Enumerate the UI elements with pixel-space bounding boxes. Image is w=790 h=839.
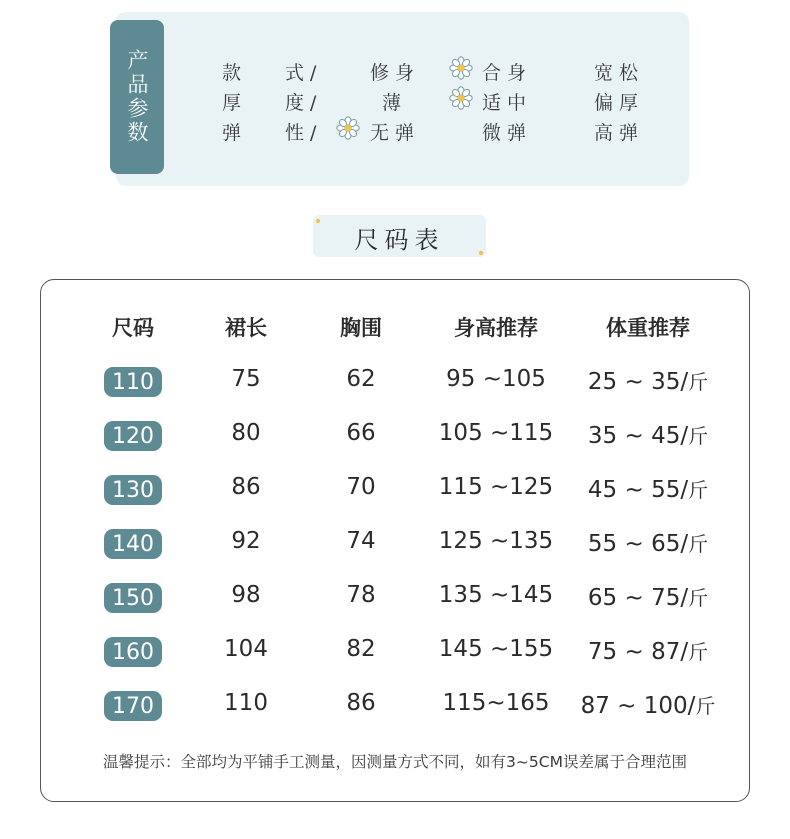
param-option: 高弹: [594, 122, 645, 144]
cell-length: 75: [231, 366, 261, 392]
weight-unit: 斤: [695, 694, 716, 718]
weight-unit: 斤: [688, 424, 709, 448]
param-option-selected: 合身: [482, 62, 533, 84]
cell-length: 98: [231, 582, 261, 608]
param-label-suffix: 式/: [285, 62, 323, 84]
param-option: 偏厚: [594, 92, 645, 114]
column-header-weight: 体重推荐: [606, 316, 690, 340]
daisy-icon: [449, 86, 473, 110]
column-header-size: 尺码: [112, 316, 154, 340]
size-badge: 110: [104, 367, 162, 397]
cell-length: 110: [224, 690, 268, 716]
cell-height: 95 ~105: [446, 366, 546, 392]
cell-length: 86: [231, 474, 261, 500]
sparkle-icon: [313, 216, 323, 226]
weight-value: 55 ~ 65/: [587, 531, 689, 557]
param-label: 款: [222, 62, 248, 84]
cell-height: 115~165: [442, 690, 550, 716]
daisy-icon: [336, 116, 360, 140]
cell-height: 115 ~125: [438, 474, 554, 500]
cell-bust: 62: [346, 366, 376, 392]
param-option: 薄: [382, 92, 408, 114]
param-row-elasticity: [0, 118, 790, 148]
cell-bust: 74: [346, 528, 376, 554]
cell-height: 105 ~115: [438, 420, 554, 446]
weight-unit: 斤: [688, 640, 709, 664]
cell-height: 125 ~135: [438, 528, 554, 554]
param-option: 宽松: [594, 62, 645, 84]
cell-bust: 78: [346, 582, 376, 608]
product-params-tab-label: 产品参数: [125, 49, 149, 145]
param-label-suffix: 度/: [285, 92, 323, 114]
param-label-suffix: 性/: [285, 122, 323, 144]
param-row-thickness: [0, 88, 790, 118]
cell-weight: [568, 582, 728, 611]
cell-weight: [568, 636, 728, 665]
weight-unit: 斤: [688, 586, 709, 610]
param-option: 修身: [370, 62, 421, 84]
param-label: 厚: [222, 92, 248, 114]
cell-height: 135 ~145: [438, 582, 554, 608]
cell-weight: [568, 366, 728, 395]
weight-unit: 斤: [688, 478, 709, 502]
param-option: 微弹: [482, 122, 533, 144]
weight-value: 25 ~ 35/: [587, 369, 689, 395]
column-header-height: 身高推荐: [454, 316, 538, 340]
size-badge: 140: [104, 529, 162, 559]
weight-value: 45 ~ 55/: [587, 477, 689, 503]
cell-bust: 82: [346, 636, 376, 662]
weight-value: 35 ~ 45/: [587, 423, 689, 449]
cell-weight: [568, 474, 728, 503]
cell-length: 104: [224, 636, 268, 662]
cell-weight: [568, 690, 728, 719]
size-chart-title: 尺码表: [354, 226, 445, 254]
weight-unit: 斤: [688, 532, 709, 556]
measurement-note: 温馨提示：全部均为平铺手工测量，因测量方式不同，如有3~5CM误差属于合理范围: [103, 753, 687, 771]
cell-length: 80: [231, 420, 261, 446]
size-badge: 160: [104, 637, 162, 667]
column-header-bust: 胸围: [340, 316, 382, 340]
param-option-selected: 无弹: [370, 122, 421, 144]
param-option-selected: 适中: [482, 92, 533, 114]
cell-length: 92: [231, 528, 261, 554]
cell-weight: [568, 528, 728, 557]
column-header-length: 裙长: [225, 316, 267, 340]
size-badge: 150: [104, 583, 162, 613]
weight-unit: 斤: [688, 370, 709, 394]
daisy-icon: [449, 56, 473, 80]
size-badge: 120: [104, 421, 162, 451]
param-row-style: [0, 58, 790, 88]
weight-value: 87 ~ 100/: [580, 693, 696, 719]
cell-bust: 66: [346, 420, 376, 446]
weight-value: 65 ~ 75/: [587, 585, 689, 611]
size-badge: 130: [104, 475, 162, 505]
cell-bust: 70: [346, 474, 376, 500]
size-badge: 170: [104, 691, 162, 721]
sparkle-icon: [476, 248, 486, 258]
cell-bust: 86: [346, 690, 376, 716]
cell-height: 145 ~155: [438, 636, 554, 662]
param-label: 弹: [222, 122, 248, 144]
weight-value: 75 ~ 87/: [587, 639, 689, 665]
cell-weight: [568, 420, 728, 449]
